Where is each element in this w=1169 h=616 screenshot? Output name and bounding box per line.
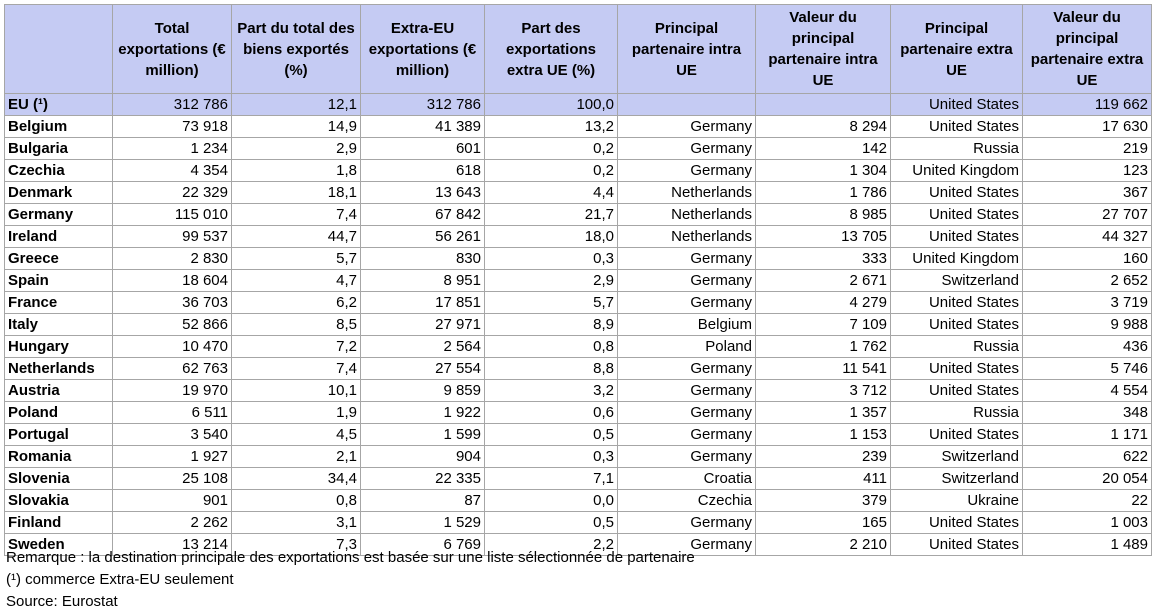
cell-total-exports: 18 604 bbox=[113, 270, 232, 292]
cell-total-exports: 2 830 bbox=[113, 248, 232, 270]
cell-main-intra-partner: Netherlands bbox=[618, 182, 756, 204]
cell-main-intra-value bbox=[756, 94, 891, 116]
table-row bbox=[5, 116, 1152, 138]
cell-share-total: 10,1 bbox=[232, 380, 361, 402]
cell-country: Germany bbox=[5, 204, 113, 226]
cell-main-extra-value: 27 707 bbox=[1023, 204, 1152, 226]
cell-country: Poland bbox=[5, 402, 113, 424]
cell-share-extra-eu: 18,0 bbox=[485, 226, 618, 248]
cell-extra-eu-exports: 17 851 bbox=[361, 292, 485, 314]
table-row bbox=[5, 490, 1152, 512]
cell-main-extra-partner: United States bbox=[891, 358, 1023, 380]
cell-country: Sweden bbox=[5, 534, 113, 556]
cell-main-extra-partner: Switzerland bbox=[891, 446, 1023, 468]
cell-country: Spain bbox=[5, 270, 113, 292]
cell-total-exports: 1 234 bbox=[113, 138, 232, 160]
cell-share-extra-eu: 0,0 bbox=[485, 490, 618, 512]
cell-extra-eu-exports: 312 786 bbox=[361, 94, 485, 116]
cell-total-exports: 13 214 bbox=[113, 534, 232, 556]
source-text: Source: Eurostat bbox=[6, 593, 118, 610]
cell-extra-eu-exports: 56 261 bbox=[361, 226, 485, 248]
cell-main-extra-value: 4 554 bbox=[1023, 380, 1152, 402]
cell-country: Slovakia bbox=[5, 490, 113, 512]
cell-share-total: 14,9 bbox=[232, 116, 361, 138]
cell-share-total: 7,2 bbox=[232, 336, 361, 358]
header-row bbox=[5, 5, 1152, 94]
table-row bbox=[5, 380, 1152, 402]
cell-main-extra-partner: United States bbox=[891, 314, 1023, 336]
cell-share-total: 4,5 bbox=[232, 424, 361, 446]
cell-share-extra-eu: 0,6 bbox=[485, 402, 618, 424]
cell-country: Czechia bbox=[5, 160, 113, 182]
cell-share-extra-eu: 13,2 bbox=[485, 116, 618, 138]
cell-total-exports: 10 470 bbox=[113, 336, 232, 358]
cell-share-extra-eu: 0,3 bbox=[485, 446, 618, 468]
cell-main-extra-value: 20 054 bbox=[1023, 468, 1152, 490]
cell-country: Bulgaria bbox=[5, 138, 113, 160]
cell-main-extra-partner: Switzerland bbox=[891, 468, 1023, 490]
cell-main-intra-partner: Germany bbox=[618, 358, 756, 380]
cell-extra-eu-exports: 22 335 bbox=[361, 468, 485, 490]
cell-total-exports: 312 786 bbox=[113, 94, 232, 116]
cell-share-extra-eu: 7,1 bbox=[485, 468, 618, 490]
cell-extra-eu-exports: 830 bbox=[361, 248, 485, 270]
cell-main-intra-partner: Croatia bbox=[618, 468, 756, 490]
cell-main-extra-value: 1 003 bbox=[1023, 512, 1152, 534]
cell-main-extra-partner: United States bbox=[891, 512, 1023, 534]
cell-extra-eu-exports: 41 389 bbox=[361, 116, 485, 138]
cell-share-total: 2,1 bbox=[232, 446, 361, 468]
remark-text: Remarque : la destination principale des exportations est basée sur une liste sélectionnée de partenaire bbox=[6, 549, 695, 566]
cell-main-intra-value: 4 279 bbox=[756, 292, 891, 314]
cell-main-intra-value: 8 985 bbox=[756, 204, 891, 226]
cell-share-extra-eu: 3,2 bbox=[485, 380, 618, 402]
cell-extra-eu-exports: 1 922 bbox=[361, 402, 485, 424]
cell-extra-eu-exports: 601 bbox=[361, 138, 485, 160]
cell-main-intra-value: 13 705 bbox=[756, 226, 891, 248]
table-row bbox=[5, 204, 1152, 226]
cell-main-intra-partner: Germany bbox=[618, 380, 756, 402]
header-cell-main-extra-partner: Principal partenaire extra UE bbox=[891, 5, 1023, 94]
cell-main-intra-value: 1 153 bbox=[756, 424, 891, 446]
cell-country: Belgium bbox=[5, 116, 113, 138]
export-table-container bbox=[4, 4, 1152, 556]
cell-total-exports: 3 540 bbox=[113, 424, 232, 446]
cell-main-intra-value: 3 712 bbox=[756, 380, 891, 402]
cell-main-intra-value: 379 bbox=[756, 490, 891, 512]
cell-main-extra-value: 436 bbox=[1023, 336, 1152, 358]
cell-main-extra-partner: United States bbox=[891, 380, 1023, 402]
cell-share-extra-eu: 2,2 bbox=[485, 534, 618, 556]
table-row bbox=[5, 248, 1152, 270]
cell-extra-eu-exports: 1 599 bbox=[361, 424, 485, 446]
cell-extra-eu-exports: 27 554 bbox=[361, 358, 485, 380]
cell-share-extra-eu: 0,5 bbox=[485, 512, 618, 534]
cell-total-exports: 62 763 bbox=[113, 358, 232, 380]
cell-main-intra-partner: Germany bbox=[618, 446, 756, 468]
header-cell-main-intra-partner: Principal partenaire intra UE bbox=[618, 5, 756, 94]
cell-main-intra-value: 11 541 bbox=[756, 358, 891, 380]
cell-main-extra-partner: United States bbox=[891, 424, 1023, 446]
cell-main-intra-partner: Netherlands bbox=[618, 226, 756, 248]
table-row bbox=[5, 138, 1152, 160]
cell-main-intra-value: 165 bbox=[756, 512, 891, 534]
cell-main-intra-partner: Netherlands bbox=[618, 204, 756, 226]
cell-share-extra-eu: 21,7 bbox=[485, 204, 618, 226]
cell-main-intra-value: 1 304 bbox=[756, 160, 891, 182]
cell-main-extra-partner: Russia bbox=[891, 138, 1023, 160]
cell-country: Portugal bbox=[5, 424, 113, 446]
cell-share-extra-eu: 0,8 bbox=[485, 336, 618, 358]
table-row bbox=[5, 446, 1152, 468]
cell-total-exports: 73 918 bbox=[113, 116, 232, 138]
table-row bbox=[5, 182, 1152, 204]
cell-total-exports: 2 262 bbox=[113, 512, 232, 534]
table-row bbox=[5, 226, 1152, 248]
cell-main-extra-value: 119 662 bbox=[1023, 94, 1152, 116]
table-row bbox=[5, 270, 1152, 292]
cell-main-intra-value: 333 bbox=[756, 248, 891, 270]
cell-share-extra-eu: 0,3 bbox=[485, 248, 618, 270]
cell-extra-eu-exports: 618 bbox=[361, 160, 485, 182]
cell-share-extra-eu: 8,9 bbox=[485, 314, 618, 336]
cell-main-intra-value: 1 762 bbox=[756, 336, 891, 358]
cell-extra-eu-exports: 9 859 bbox=[361, 380, 485, 402]
cell-main-extra-value: 219 bbox=[1023, 138, 1152, 160]
cell-share-extra-eu: 100,0 bbox=[485, 94, 618, 116]
cell-main-extra-value: 1 489 bbox=[1023, 534, 1152, 556]
cell-share-total: 3,1 bbox=[232, 512, 361, 534]
cell-country: Denmark bbox=[5, 182, 113, 204]
cell-main-extra-value: 5 746 bbox=[1023, 358, 1152, 380]
cell-total-exports: 52 866 bbox=[113, 314, 232, 336]
cell-main-intra-partner: Germany bbox=[618, 116, 756, 138]
header-cell-extra-eu-exports: Extra-EU exportations (€ million) bbox=[361, 5, 485, 94]
cell-main-extra-partner: Switzerland bbox=[891, 270, 1023, 292]
cell-country: Austria bbox=[5, 380, 113, 402]
cell-main-extra-partner: United States bbox=[891, 292, 1023, 314]
cell-main-extra-partner: United States bbox=[891, 204, 1023, 226]
footnote-text: (¹) commerce Extra-EU seulement bbox=[6, 571, 234, 588]
cell-share-total: 1,9 bbox=[232, 402, 361, 424]
table-row bbox=[5, 160, 1152, 182]
cell-share-total: 18,1 bbox=[232, 182, 361, 204]
cell-total-exports: 36 703 bbox=[113, 292, 232, 314]
cell-extra-eu-exports: 67 842 bbox=[361, 204, 485, 226]
cell-extra-eu-exports: 87 bbox=[361, 490, 485, 512]
table-row bbox=[5, 314, 1152, 336]
cell-main-intra-value: 142 bbox=[756, 138, 891, 160]
cell-share-extra-eu: 0,5 bbox=[485, 424, 618, 446]
cell-total-exports: 901 bbox=[113, 490, 232, 512]
cell-share-total: 7,3 bbox=[232, 534, 361, 556]
cell-main-intra-partner: Germany bbox=[618, 402, 756, 424]
cell-main-extra-value: 123 bbox=[1023, 160, 1152, 182]
cell-share-extra-eu: 4,4 bbox=[485, 182, 618, 204]
table-row bbox=[5, 292, 1152, 314]
cell-main-intra-value: 7 109 bbox=[756, 314, 891, 336]
cell-extra-eu-exports: 13 643 bbox=[361, 182, 485, 204]
cell-country: France bbox=[5, 292, 113, 314]
cell-country: Finland bbox=[5, 512, 113, 534]
cell-main-intra-partner: Germany bbox=[618, 270, 756, 292]
header-cell-total-exports: Total exportations (€ million) bbox=[113, 5, 232, 94]
cell-extra-eu-exports: 6 769 bbox=[361, 534, 485, 556]
cell-main-extra-value: 367 bbox=[1023, 182, 1152, 204]
cell-country: Ireland bbox=[5, 226, 113, 248]
table-body bbox=[5, 94, 1152, 556]
cell-main-extra-value: 22 bbox=[1023, 490, 1152, 512]
cell-extra-eu-exports: 8 951 bbox=[361, 270, 485, 292]
table-row bbox=[5, 336, 1152, 358]
cell-share-total: 4,7 bbox=[232, 270, 361, 292]
cell-main-intra-value: 2 210 bbox=[756, 534, 891, 556]
cell-main-extra-partner: Ukraine bbox=[891, 490, 1023, 512]
cell-main-intra-partner: Germany bbox=[618, 512, 756, 534]
cell-country: Slovenia bbox=[5, 468, 113, 490]
cell-main-extra-partner: United States bbox=[891, 182, 1023, 204]
cell-main-extra-value: 17 630 bbox=[1023, 116, 1152, 138]
cell-share-extra-eu: 5,7 bbox=[485, 292, 618, 314]
table-row bbox=[5, 468, 1152, 490]
cell-main-extra-value: 160 bbox=[1023, 248, 1152, 270]
cell-share-extra-eu: 0,2 bbox=[485, 160, 618, 182]
export-table bbox=[4, 4, 1152, 556]
cell-main-extra-value: 9 988 bbox=[1023, 314, 1152, 336]
cell-main-extra-value: 348 bbox=[1023, 402, 1152, 424]
cell-main-intra-partner: Poland bbox=[618, 336, 756, 358]
cell-total-exports: 115 010 bbox=[113, 204, 232, 226]
cell-main-intra-partner: Czechia bbox=[618, 490, 756, 512]
cell-share-total: 6,2 bbox=[232, 292, 361, 314]
cell-main-intra-value: 411 bbox=[756, 468, 891, 490]
table-row bbox=[5, 402, 1152, 424]
cell-total-exports: 99 537 bbox=[113, 226, 232, 248]
cell-extra-eu-exports: 904 bbox=[361, 446, 485, 468]
cell-main-intra-partner: Germany bbox=[618, 534, 756, 556]
cell-extra-eu-exports: 2 564 bbox=[361, 336, 485, 358]
cell-main-intra-partner: Germany bbox=[618, 160, 756, 182]
cell-country: Greece bbox=[5, 248, 113, 270]
cell-country: Netherlands bbox=[5, 358, 113, 380]
cell-share-extra-eu: 2,9 bbox=[485, 270, 618, 292]
cell-main-extra-value: 44 327 bbox=[1023, 226, 1152, 248]
cell-share-total: 44,7 bbox=[232, 226, 361, 248]
cell-main-extra-partner: United States bbox=[891, 534, 1023, 556]
cell-main-extra-partner: United States bbox=[891, 116, 1023, 138]
cell-share-total: 2,9 bbox=[232, 138, 361, 160]
cell-share-total: 34,4 bbox=[232, 468, 361, 490]
cell-extra-eu-exports: 1 529 bbox=[361, 512, 485, 534]
header-cell-country bbox=[5, 5, 113, 94]
cell-main-extra-partner: United States bbox=[891, 94, 1023, 116]
cell-total-exports: 4 354 bbox=[113, 160, 232, 182]
cell-extra-eu-exports: 27 971 bbox=[361, 314, 485, 336]
cell-main-extra-value: 3 719 bbox=[1023, 292, 1152, 314]
cell-main-extra-partner: United Kingdom bbox=[891, 248, 1023, 270]
cell-share-total: 7,4 bbox=[232, 204, 361, 226]
header-cell-share-extra-eu: Part des exportations extra UE (%) bbox=[485, 5, 618, 94]
table-notes bbox=[6, 547, 695, 613]
cell-country: Hungary bbox=[5, 336, 113, 358]
table-row bbox=[5, 424, 1152, 446]
cell-main-extra-partner: Russia bbox=[891, 402, 1023, 424]
cell-share-total: 12,1 bbox=[232, 94, 361, 116]
cell-main-intra-value: 2 671 bbox=[756, 270, 891, 292]
cell-share-total: 0,8 bbox=[232, 490, 361, 512]
header-cell-main-intra-value: Valeur du principal partenaire intra UE bbox=[756, 5, 891, 94]
cell-main-extra-value: 622 bbox=[1023, 446, 1152, 468]
cell-share-total: 7,4 bbox=[232, 358, 361, 380]
cell-share-extra-eu: 0,2 bbox=[485, 138, 618, 160]
cell-main-intra-partner: Belgium bbox=[618, 314, 756, 336]
cell-main-extra-value: 2 652 bbox=[1023, 270, 1152, 292]
cell-main-intra-partner bbox=[618, 94, 756, 116]
cell-main-intra-partner: Germany bbox=[618, 248, 756, 270]
table-row bbox=[5, 358, 1152, 380]
cell-main-intra-partner: Germany bbox=[618, 292, 756, 314]
cell-main-intra-value: 8 294 bbox=[756, 116, 891, 138]
cell-main-intra-partner: Germany bbox=[618, 424, 756, 446]
cell-share-total: 5,7 bbox=[232, 248, 361, 270]
cell-total-exports: 19 970 bbox=[113, 380, 232, 402]
table-row-eu bbox=[5, 94, 1152, 116]
cell-share-total: 1,8 bbox=[232, 160, 361, 182]
cell-country: EU (¹) bbox=[5, 94, 113, 116]
cell-main-extra-partner: Russia bbox=[891, 336, 1023, 358]
cell-total-exports: 1 927 bbox=[113, 446, 232, 468]
cell-main-intra-value: 1 357 bbox=[756, 402, 891, 424]
cell-total-exports: 22 329 bbox=[113, 182, 232, 204]
cell-country: Italy bbox=[5, 314, 113, 336]
cell-total-exports: 25 108 bbox=[113, 468, 232, 490]
cell-country: Romania bbox=[5, 446, 113, 468]
cell-share-extra-eu: 8,8 bbox=[485, 358, 618, 380]
cell-main-extra-partner: United States bbox=[891, 226, 1023, 248]
cell-main-extra-partner: United Kingdom bbox=[891, 160, 1023, 182]
cell-main-intra-partner: Germany bbox=[618, 138, 756, 160]
cell-share-total: 8,5 bbox=[232, 314, 361, 336]
table-row bbox=[5, 512, 1152, 534]
cell-main-intra-value: 239 bbox=[756, 446, 891, 468]
cell-total-exports: 6 511 bbox=[113, 402, 232, 424]
header-cell-main-extra-value: Valeur du principal partenaire extra UE bbox=[1023, 5, 1152, 94]
cell-main-intra-value: 1 786 bbox=[756, 182, 891, 204]
header-cell-share-total: Part du total des biens exportés (%) bbox=[232, 5, 361, 94]
cell-main-extra-value: 1 171 bbox=[1023, 424, 1152, 446]
